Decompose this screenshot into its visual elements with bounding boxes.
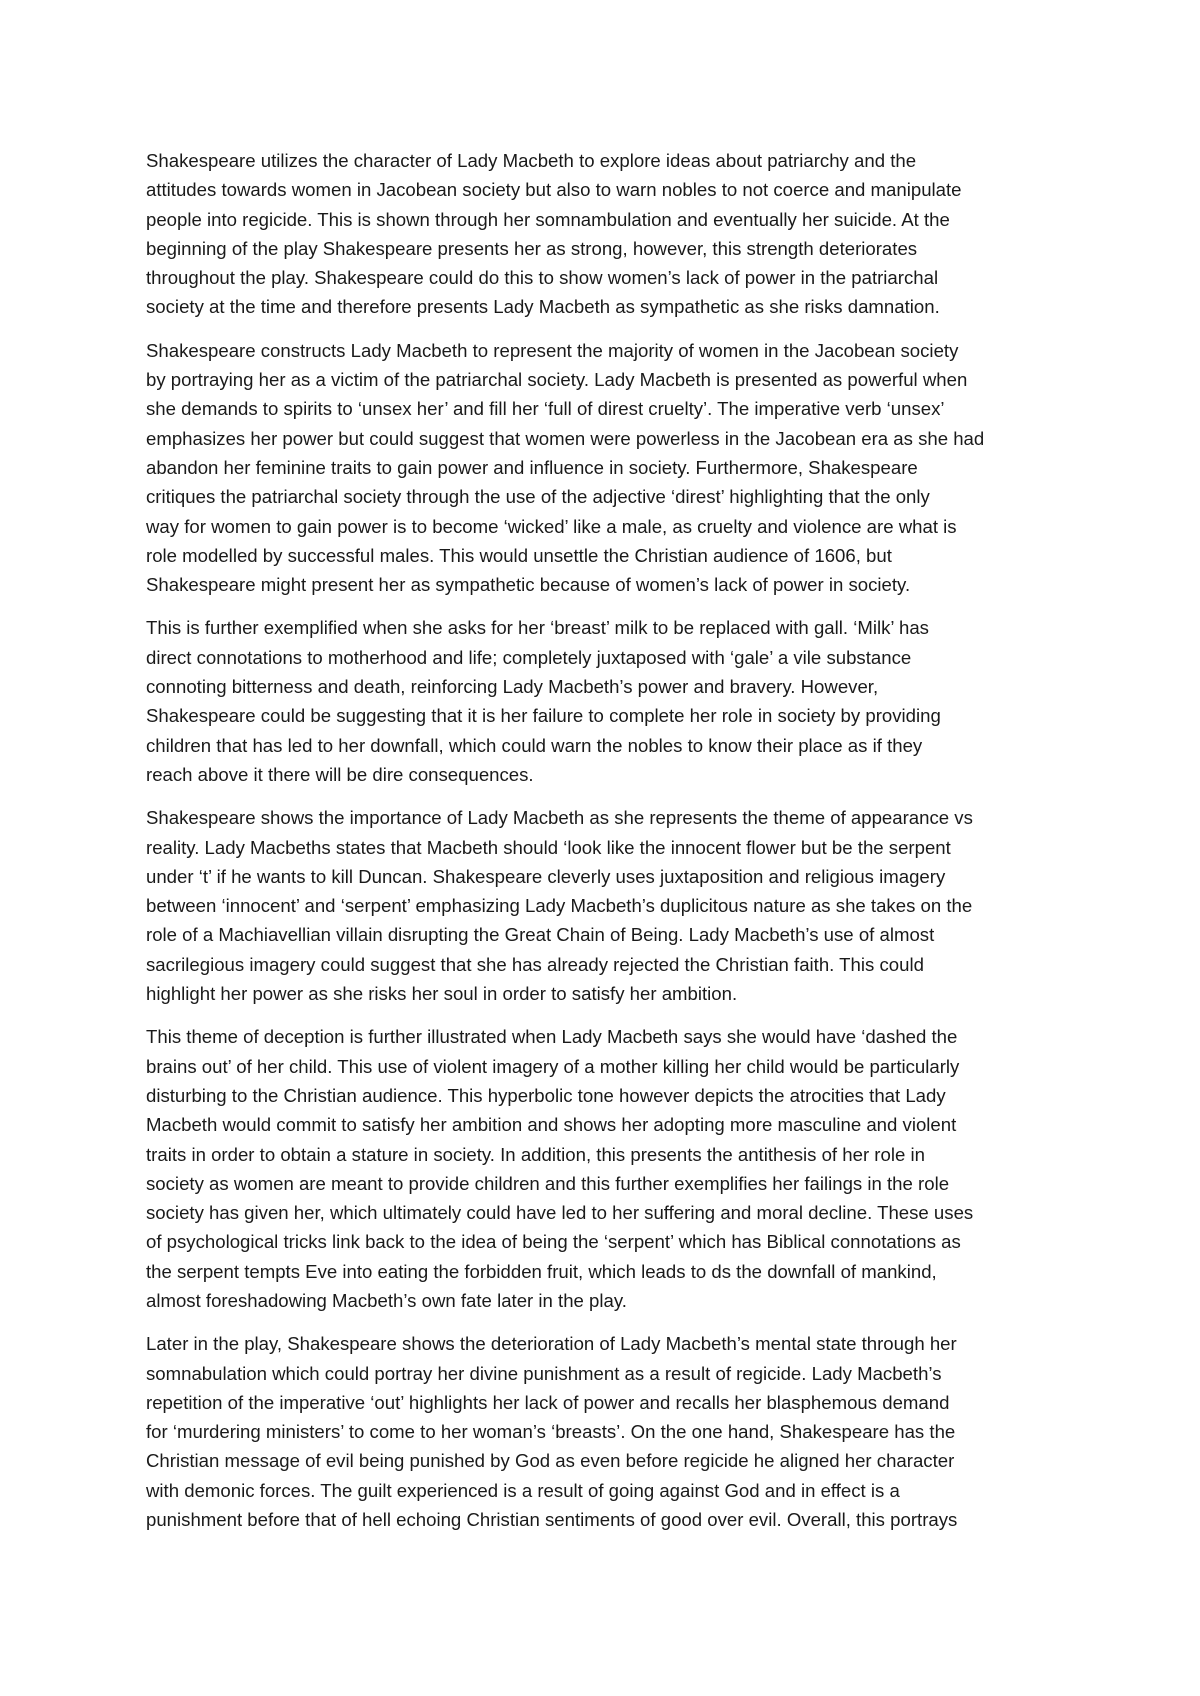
text-line: by portraying her as a victim of the patriarchal society. Lady Macbeth is presented as powerful when [146,369,968,391]
paragraph-6 [146,1329,1066,1534]
paragraph-1 [146,146,1066,322]
essay-body [146,146,1066,1548]
text-line: Christian message of evil being punished by God as even before regicide he aligned her character [146,1450,955,1472]
text-line: with demonic forces. The guilt experienced is a result of going against God and in effect is a [146,1479,900,1501]
text-line: for ‘murdering ministers’ to come to her woman’s ‘breasts’. On the one hand, Shakespeare has the [146,1421,956,1443]
text-line: almost foreshadowing Macbeth’s own fate later in the play. [146,1289,627,1311]
text-line: role of a Machiavellian villain disrupting the Great Chain of Being. Lady Macbeth’s use of almost [146,924,935,946]
text-line: traits in order to obtain a stature in society. In addition, this presents the antithesis of her role in [146,1143,925,1165]
text-line: role modelled by successful males. This would unsettle the Christian audience of 1606, but [146,544,892,566]
text-line: society has given her, which ultimately could have led to her suffering and moral decline. These uses [146,1202,974,1224]
text-line: society at the time and therefore presents Lady Macbeth as sympathetic as she risks damnation. [146,296,940,318]
text-line: punishment before that of hell echoing Christian sentiments of good over evil. Overall, this portrays [146,1509,958,1531]
text-line: This theme of deception is further illustrated when Lady Macbeth says she would have ‘dashed the [146,1026,958,1048]
text-line: society as women are meant to provide children and this further exemplifies her failings in the role [146,1172,950,1194]
text-line: highlight her power as she risks her soul in order to satisfy her ambition. [146,983,738,1005]
text-line: attitudes towards women in Jacobean society but also to warn nobles to not coerce and manipulate [146,179,962,201]
text-line: people into regicide. This is shown through her somnambulation and eventually her suicide. At the [146,208,950,230]
paragraph-2 [146,336,1066,600]
text-line: connoting bitterness and death, reinforcing Lady Macbeth’s power and bravery. However, [146,676,879,698]
text-line: beginning of the play Shakespeare presents her as strong, however, this strength deteriorates [146,237,918,259]
text-line: reality. Lady Macbeths states that Macbeth should ‘look like the innocent flower but be the serpent [146,836,951,858]
text-line: throughout the play. Shakespeare could do this to show women’s lack of power in the patriarchal [146,267,939,289]
text-line: way for women to gain power is to become ‘wicked’ like a male, as cruelty and violence are what is [146,515,957,537]
text-line: Later in the play, Shakespeare shows the deterioration of Lady Macbeth’s mental state through her [146,1333,957,1355]
paragraph-3 [146,613,1066,789]
paragraph-5 [146,1022,1066,1315]
text-line: Shakespeare might present her as sympathetic because of women’s lack of power in society. [146,574,911,596]
text-line: abandon her feminine traits to gain power and influence in society. Furthermore, Shakespeare [146,456,918,478]
text-line: reach above it there will be dire consequences. [146,763,534,785]
text-line: she demands to spirits to ‘unsex her’ and fill her ‘full of direst cruelty’. The imperative verb ‘unsex’ [146,398,945,420]
text-line: under ‘t’ if he wants to kill Duncan. Shakespeare cleverly uses juxtaposition and religious imagery [146,865,946,887]
text-line: children that has led to her downfall, which could warn the nobles to know their place as if they [146,734,923,756]
text-line: This is further exemplified when she asks for her ‘breast’ milk to be replaced with gall. ‘Milk’ has [146,617,929,639]
text-line: Shakespeare could be suggesting that it is her failure to complete her role in society by providing [146,705,941,727]
text-line: the serpent tempts Eve into eating the forbidden fruit, which leads to ds the downfall of mankind, [146,1260,937,1282]
text-line: between ‘innocent’ and ‘serpent’ emphasizing Lady Macbeth’s duplicitous nature as she takes on the [146,895,973,917]
text-line: disturbing to the Christian audience. This hyperbolic tone however depicts the atrocities that Lady [146,1084,946,1106]
text-line: direct connotations to motherhood and life; completely juxtaposed with ‘gale’ a vile substance [146,646,912,668]
text-line: critiques the patriarchal society through the use of the adjective ‘direst’ highlighting that the only [146,486,930,508]
text-line: Shakespeare shows the importance of Lady Macbeth as she represents the theme of appearance vs [146,807,973,829]
text-line: sacrilegious imagery could suggest that she has already rejected the Christian faith. This could [146,953,924,975]
text-line: brains out’ of her child. This use of violent imagery of a mother killing her child would be particularly [146,1055,960,1077]
text-line: Shakespeare constructs Lady Macbeth to represent the majority of women in the Jacobean society [146,339,959,361]
text-line: repetition of the imperative ‘out’ highlights her lack of power and recalls her blasphemous demand [146,1391,950,1413]
text-line: of psychological tricks link back to the idea of being the ‘serpent’ which has Biblical connotations as [146,1231,961,1253]
paragraph-4 [146,803,1066,1008]
text-line: Shakespeare utilizes the character of Lady Macbeth to explore ideas about patriarchy and the [146,150,917,171]
text-line: emphasizes her power but could suggest that women were powerless in the Jacobean era as she had [146,427,985,449]
text-line: somnabulation which could portray her divine punishment as a result of regicide. Lady Macbeth’s [146,1362,942,1384]
text-line: Macbeth would commit to satisfy her ambition and shows her adopting more masculine and violent [146,1114,957,1136]
